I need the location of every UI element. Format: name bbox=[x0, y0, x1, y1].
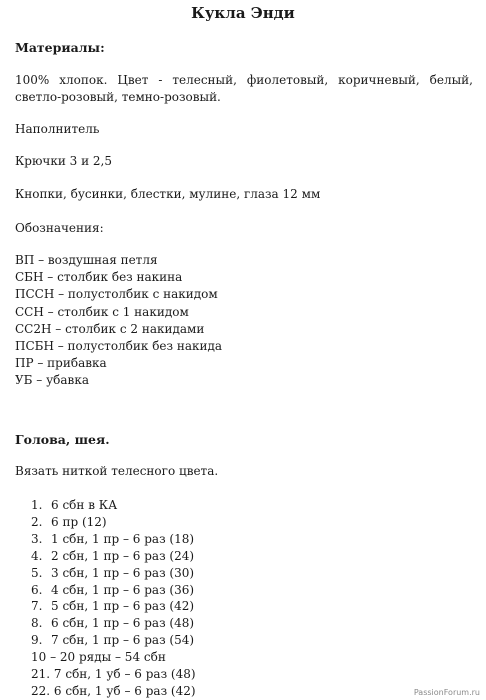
legend-item: УБ – убавка bbox=[15, 373, 89, 388]
materials-heading: Материалы: bbox=[15, 40, 105, 55]
step-item bbox=[31, 615, 196, 632]
head-intro: Вязать ниткой телесного цвета. bbox=[15, 464, 219, 478]
legend-item: ПР – прибавка bbox=[15, 356, 107, 371]
step-number: 3. bbox=[31, 531, 43, 546]
step-number: 2. bbox=[31, 514, 43, 529]
legend-item: СБН – столбик без накина bbox=[15, 270, 183, 285]
page-title: Кукла Энди bbox=[191, 4, 295, 22]
step-item bbox=[31, 514, 196, 531]
step-text: 1 сбн, 1 пр – 6 раз (18) bbox=[51, 531, 195, 546]
materials-extras: Кнопки, бусинки, блестки, мулине, глаза 12 мм bbox=[15, 187, 321, 201]
site-watermark: PassionForum.ru bbox=[413, 688, 480, 697]
step-number: 7. bbox=[31, 599, 43, 614]
step-item bbox=[31, 666, 196, 683]
step-text: 3 сбн, 1 пр – 6 раз (30) bbox=[51, 565, 195, 580]
step-item bbox=[31, 632, 196, 649]
step-text: 10 – 20 ряды – 54 сбн bbox=[31, 650, 166, 665]
step-text: 21. 7 сбн, 1 уб – 6 раз (48) bbox=[31, 667, 196, 682]
materials-yarn: 100% хлопок. Цвет - телесный, фиолетовый, коричневый, белый, светло-розовый, темно-розовый. bbox=[15, 73, 473, 104]
materials-hooks: Крючки 3 и 2,5 bbox=[15, 154, 113, 168]
step-item bbox=[31, 598, 196, 615]
step-item bbox=[31, 582, 196, 599]
step-item bbox=[31, 565, 196, 582]
step-item bbox=[31, 548, 196, 565]
step-number: 5. bbox=[31, 565, 43, 580]
step-item bbox=[31, 649, 196, 666]
legend-item: СС2Н – столбик с 2 накидами bbox=[15, 321, 205, 336]
legend-list bbox=[15, 252, 222, 390]
step-text: 6 сбн, 1 пр – 6 раз (48) bbox=[51, 616, 195, 631]
step-text: 5 сбн, 1 пр – 6 раз (42) bbox=[51, 599, 195, 614]
step-item bbox=[31, 497, 196, 514]
head-steps-list bbox=[31, 497, 196, 700]
legend-heading: Обозначения: bbox=[15, 221, 104, 235]
step-text: 22. 6 сбн, 1 уб – 6 раз (42) bbox=[31, 683, 196, 698]
step-text: 4 сбн, 1 пр – 6 раз (36) bbox=[51, 582, 195, 597]
head-heading: Голова, шея. bbox=[15, 432, 110, 447]
step-text: 6 сбн в КА bbox=[51, 498, 118, 512]
step-item bbox=[31, 683, 196, 700]
step-text: 7 сбн, 1 пр – 6 раз (54) bbox=[51, 633, 195, 648]
step-number: 9. bbox=[31, 633, 43, 648]
materials-filler: Наполнитель bbox=[15, 122, 100, 136]
step-number: 4. bbox=[31, 548, 43, 563]
legend-item: ПСБН – полустолбик без накида bbox=[15, 339, 223, 354]
step-number: 6. bbox=[31, 582, 43, 597]
legend-item: ВП – воздушная петля bbox=[15, 253, 158, 267]
step-text: 6 пр (12) bbox=[51, 514, 107, 529]
step-item bbox=[31, 531, 196, 548]
step-text: 2 сбн, 1 пр – 6 раз (24) bbox=[51, 548, 195, 563]
legend-item: ССН – столбик с 1 накидом bbox=[15, 304, 189, 319]
step-number: 1. bbox=[31, 498, 43, 512]
legend-item: ПССН – полустолбик с накидом bbox=[15, 287, 218, 302]
step-number: 8. bbox=[31, 616, 43, 631]
